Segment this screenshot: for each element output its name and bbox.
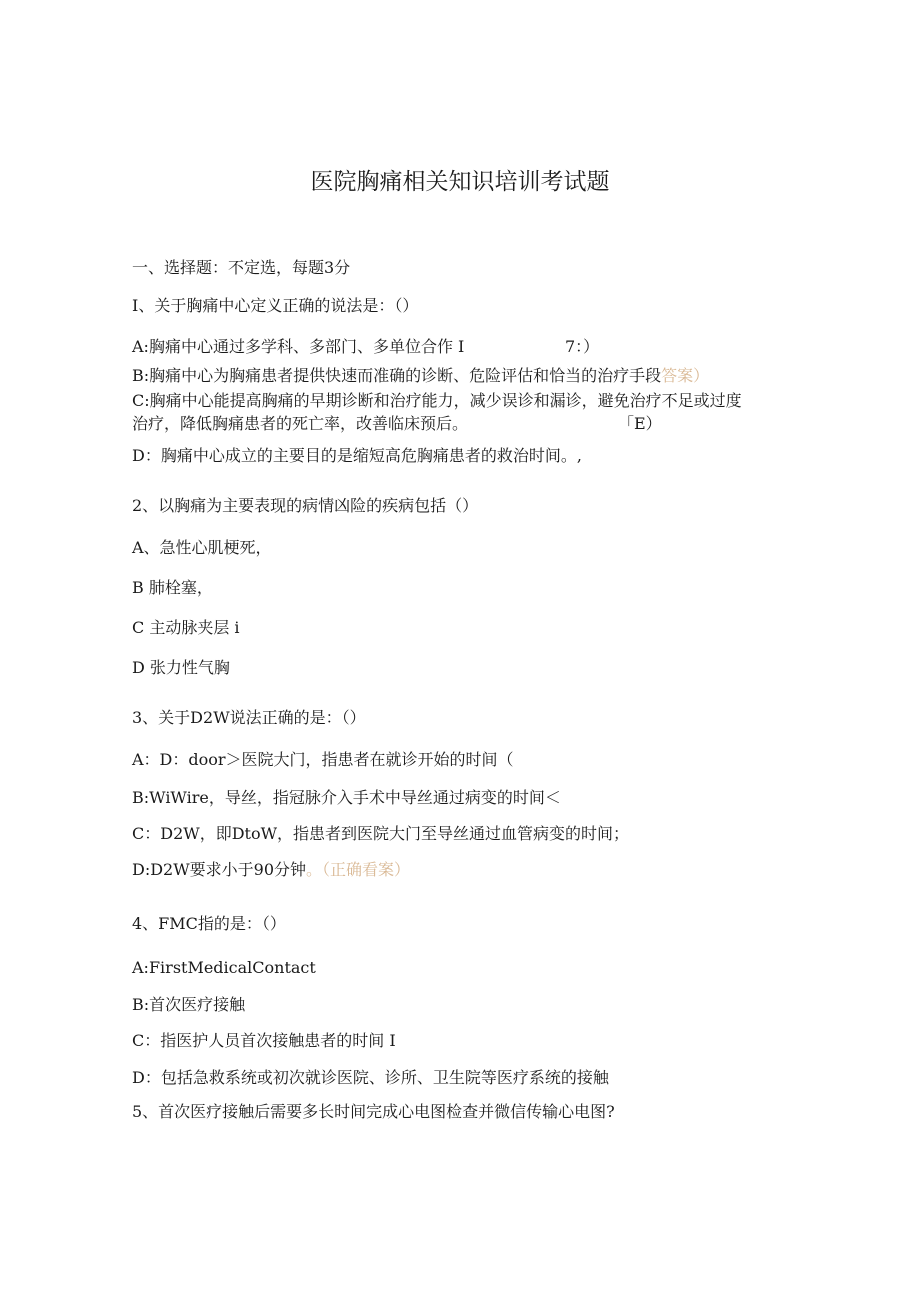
question-4-option-c: C：指医护人员首次接触患者的时间 I bbox=[132, 1031, 396, 1050]
question-3-option-b: B:WiWire，导丝，指冠脉介入手术中导丝通过病变的时间＜ bbox=[132, 788, 561, 807]
question-1-margin-mark: 7：） bbox=[565, 337, 600, 356]
question-3-option-a: A：D：door＞医院大门，指患者在就诊开始的时间（ bbox=[132, 750, 514, 769]
question-1-option-a: A:胸痛中心通过多学科、多部门、多单位合作 I bbox=[132, 337, 465, 356]
answer-note: 。（正确看案） bbox=[306, 860, 411, 879]
question-1-option-c-cont: 治疗，降低胸痛患者的死亡率，改善临床预后。 bbox=[132, 414, 469, 433]
page-title: 医院胸痛相关知识培训考试题 bbox=[310, 169, 610, 195]
question-1-stem: I、关于胸痛中心定义正确的说法是：（） bbox=[132, 296, 419, 315]
question-4-option-a: A:FirstMedicalContact bbox=[132, 958, 316, 977]
question-4-option-d: D：包括急救系统或初次就诊医院、诊所、卫生院等医疗系统的接触 bbox=[132, 1068, 609, 1087]
answer-mark: 答案） bbox=[661, 366, 710, 385]
question-2-option-d: D 张力性气胸 bbox=[132, 658, 230, 677]
question-3-option-d: D:D2W要求小于90分钟。（正确看案） bbox=[132, 860, 411, 879]
question-1-option-d: D：胸痛中心成立的主要目的是缩短高危胸痛患者的救治时间。, bbox=[132, 446, 582, 465]
question-2-stem: 2、以胸痛为主要表现的病情凶险的疾病包括（） bbox=[132, 496, 479, 515]
question-1-answer-mark: 「E） bbox=[618, 414, 662, 433]
question-1-option-c: C:胸痛中心能提高胸痛的早期诊断和治疗能力，减少误诊和漏诊，避免治疗不足或过度 bbox=[132, 391, 742, 410]
question-5-stem: 5、首次医疗接触后需要多长时间完成心电图检查并微信传输心电图? bbox=[132, 1102, 615, 1121]
question-4-stem: 4、FMC指的是：（） bbox=[132, 914, 286, 933]
question-2-option-b: B 肺栓塞， bbox=[132, 578, 213, 597]
question-2-option-a: A、急性心肌梗死， bbox=[132, 538, 272, 557]
question-1-option-b: B:胸痛中心为胸痛患者提供快速而准确的诊断、危险评估和恰当的治疗手段答案） bbox=[132, 366, 710, 385]
question-4-option-b: B:首次医疗接触 bbox=[132, 995, 246, 1014]
question-2-option-c: C 主动脉夹层 i bbox=[132, 618, 240, 637]
question-3-stem: 3、关于D2W说法正确的是：（） bbox=[132, 708, 366, 727]
question-3-option-c: C：D2W，即DtoW，指患者到医院大门至导丝通过血管病变的时间； bbox=[132, 824, 630, 843]
section-heading: 一、选择题：不定选，每题3分 bbox=[132, 258, 351, 277]
